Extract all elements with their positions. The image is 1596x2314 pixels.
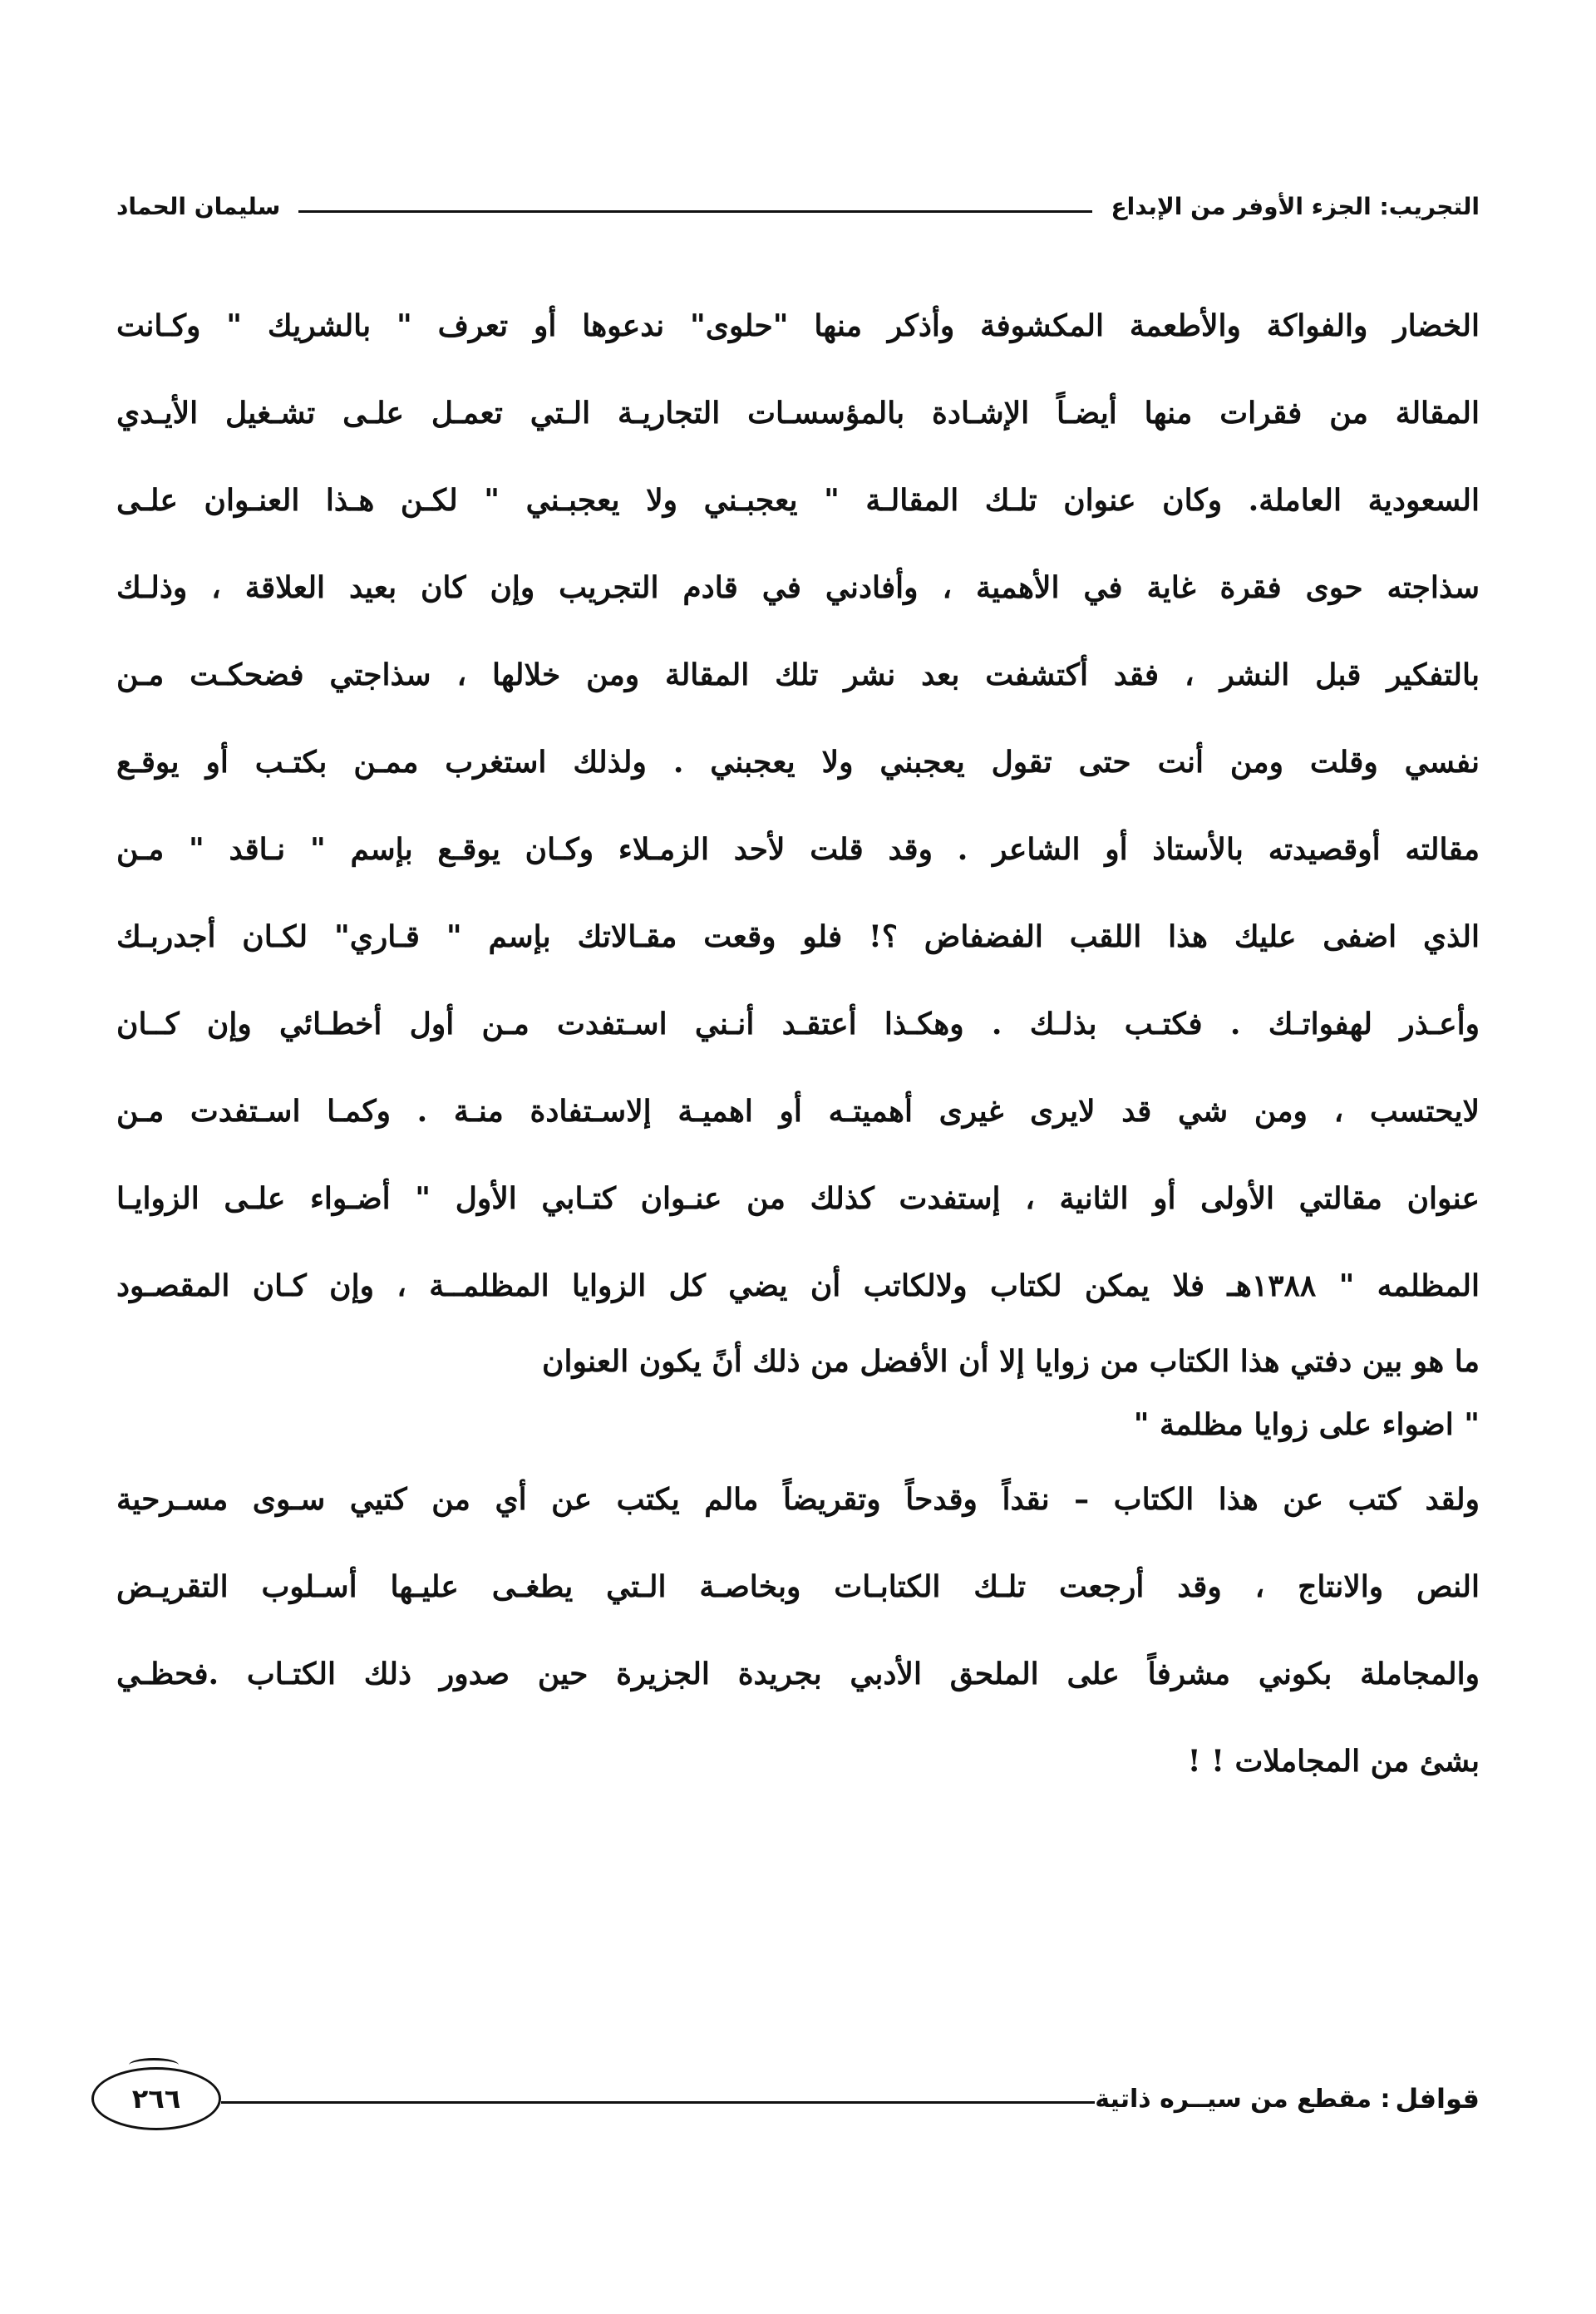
text-line: النص والانتاج ، وقد أرجعت تلـك الكتابـات وبخاصـة الـتي يطغـى عليـها أسـلوب التقريـض <box>116 1569 1480 1604</box>
footer-rule <box>221 2101 1095 2104</box>
text-line: عنوان مقالتي الأولى أو الثانية ، إستفدت كذلك من عنـوان كتـابي الأول " أضـواء علـى الزوايـا <box>116 1181 1480 1216</box>
text-line: المظلمه " ١٣٨٨هـ فلا يمكن لكتاب ولالكاتب أن يضي كل الزوايا المظلمــة ، وإن كـان المقصـود <box>116 1268 1480 1303</box>
page-footer <box>91 2061 1480 2136</box>
text-line: السعودية العاملة. وكان عنوان تلـك المقالـة " يعجبـني ولا يعجبـني " لكـن هـذا العنـوان علـى <box>116 483 1480 518</box>
quoted-title-line: " اضواء على زوايا مظلمة " <box>1133 1407 1480 1442</box>
text-line: ما هو بين دفتي هذا الكتاب من زوايا إلا أن الأفضل من ذلك أنً يكون العنوان <box>542 1344 1480 1379</box>
text-line: وأعـذر لهفواتـك . فكتـب بذلـك . وهكـذا أعتقـد أنـني اسـتفدت مـن أول أخطـائي وإن كــان <box>116 1007 1480 1041</box>
text-line: لايحتسب ، ومن شي قد لايرى غيرى أهميتـه أو اهميـة إلاسـتفادة منـة . وكمـا اسـتفدت مـن <box>116 1094 1480 1129</box>
page-number-badge <box>91 2067 221 2130</box>
body-text <box>116 283 1480 1805</box>
text-line: بشئ من المجاملات ! ! <box>1187 1744 1480 1779</box>
series-subtitle: : مقطع من سيــره ذاتية <box>1095 2084 1391 2114</box>
text-line: والمجاملة بكوني مشرفاً على الملحق الأدبي بجريدة الجزيرة حين صدور ذلك الكتـاب .فحظـي <box>116 1657 1480 1691</box>
text-line: ولقد كتب عن هذا الكتاب – نقداً وقدحاً وتقريضاً مالم يكتب عن أي من كتيي سـوى مسـرحية <box>116 1482 1480 1517</box>
book-title: التجريب: الجزء الأوفر من الإبداع <box>1111 192 1480 220</box>
text-line: نفسي وقلت ومن أنت حتى تقول يعجبني ولا يعجبني . ولذلك استغرب ممـن بكتـب أو يوقـع <box>116 745 1480 780</box>
running-header <box>116 181 1480 231</box>
text-line: الخضار والفواكة والأطعمة المكشوفة وأذكر منها "حلوى" ندعوها أو تعرف " بالشريك " وكـانت <box>116 308 1480 343</box>
header-rule <box>298 210 1092 213</box>
series-title: قوافل <box>1395 2083 1480 2115</box>
text-line: مقالته أوقصيدته بالأستاذ أو الشاعر . وقد قلت لأحد الزمـلاء وكـان يوقـع بإسم " نـاقد " مـن <box>116 832 1480 867</box>
page-number: ٢٦٦ <box>131 2083 181 2115</box>
text-line: الذي اضفى عليك هذا اللقب الفضفاض ؟! فلو وقعت مقـالاتك بإسم " قـاري" لكـان أجدربـك <box>116 919 1480 954</box>
text-line: المقالة من فقرات منها أيضـاً الإشـادة بالمؤسسـات التجاريـة الـتي تعمـل علـى تشـغيل الأيـدي <box>116 396 1480 431</box>
author-name: سليمان الحماد <box>116 192 281 220</box>
text-line: بالتفكير قبل النشر ، فقد أكتشفت بعد نشر تلك المقالة ومن خلالها ، سذاجتي فضحكـت مـن <box>116 657 1480 692</box>
text-line: سذاجته حوى فقرة غاية في الأهمية ، وأفادني في قادم التجريب وإن كان بعيد العلاقة ، وذلـك <box>116 570 1480 605</box>
